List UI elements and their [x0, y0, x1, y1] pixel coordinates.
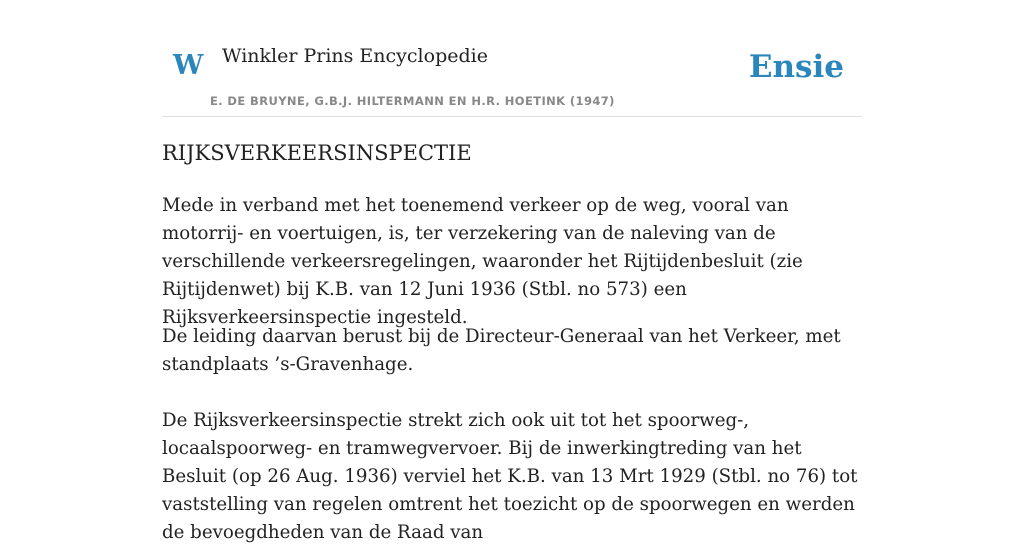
page-container: [162, 0, 862, 543]
article-title: RIJKSVERKEERSINSPECTIE: [162, 141, 472, 165]
ensie-logo[interactable]: Ensie: [748, 49, 844, 85]
publication-title[interactable]: Winkler Prins Encyclopedie: [222, 45, 488, 67]
site-header: [162, 0, 862, 117]
winkler-prins-logo-icon[interactable]: W: [173, 50, 204, 81]
article-paragraph: De Rijksverkeersinspectie strekt zich ook uit tot het spoorweg-, locaalspoorweg- en tramwegvervoer. Bij de inwerkingtreding van het Besluit (op 26 Aug. 1936) verviel het K.B. van 13 Mrt 1929 (Stbl. no 76) tot vaststelling van regelen omtrent het toezicht op de spoorwegen en werden de bevoegdheden van de Raad van: [162, 410, 858, 543]
publication-authors: E. DE BRUYNE, G.B.J. HILTERMANN EN H.R. HOETINK (1947): [210, 94, 615, 108]
article-paragraph: Mede in verband met het toenemend verkeer op de weg, vooral van motorrij- en voertuigen, is, ter verzekering van de naleving van de verschillende verkeersregelingen, waaronder het Rijtijdenbesluit (zie Rijtijdenwet) bij K.B. van 12 Juni 1936 (Stbl. no 573) een Rijksverkeersinspectie ingesteld.: [162, 195, 803, 328]
article-paragraph: De leiding daarvan berust bij de Directeur-Generaal van het Verkeer, met standplaats ’s-Gravenhage.: [162, 326, 841, 375]
